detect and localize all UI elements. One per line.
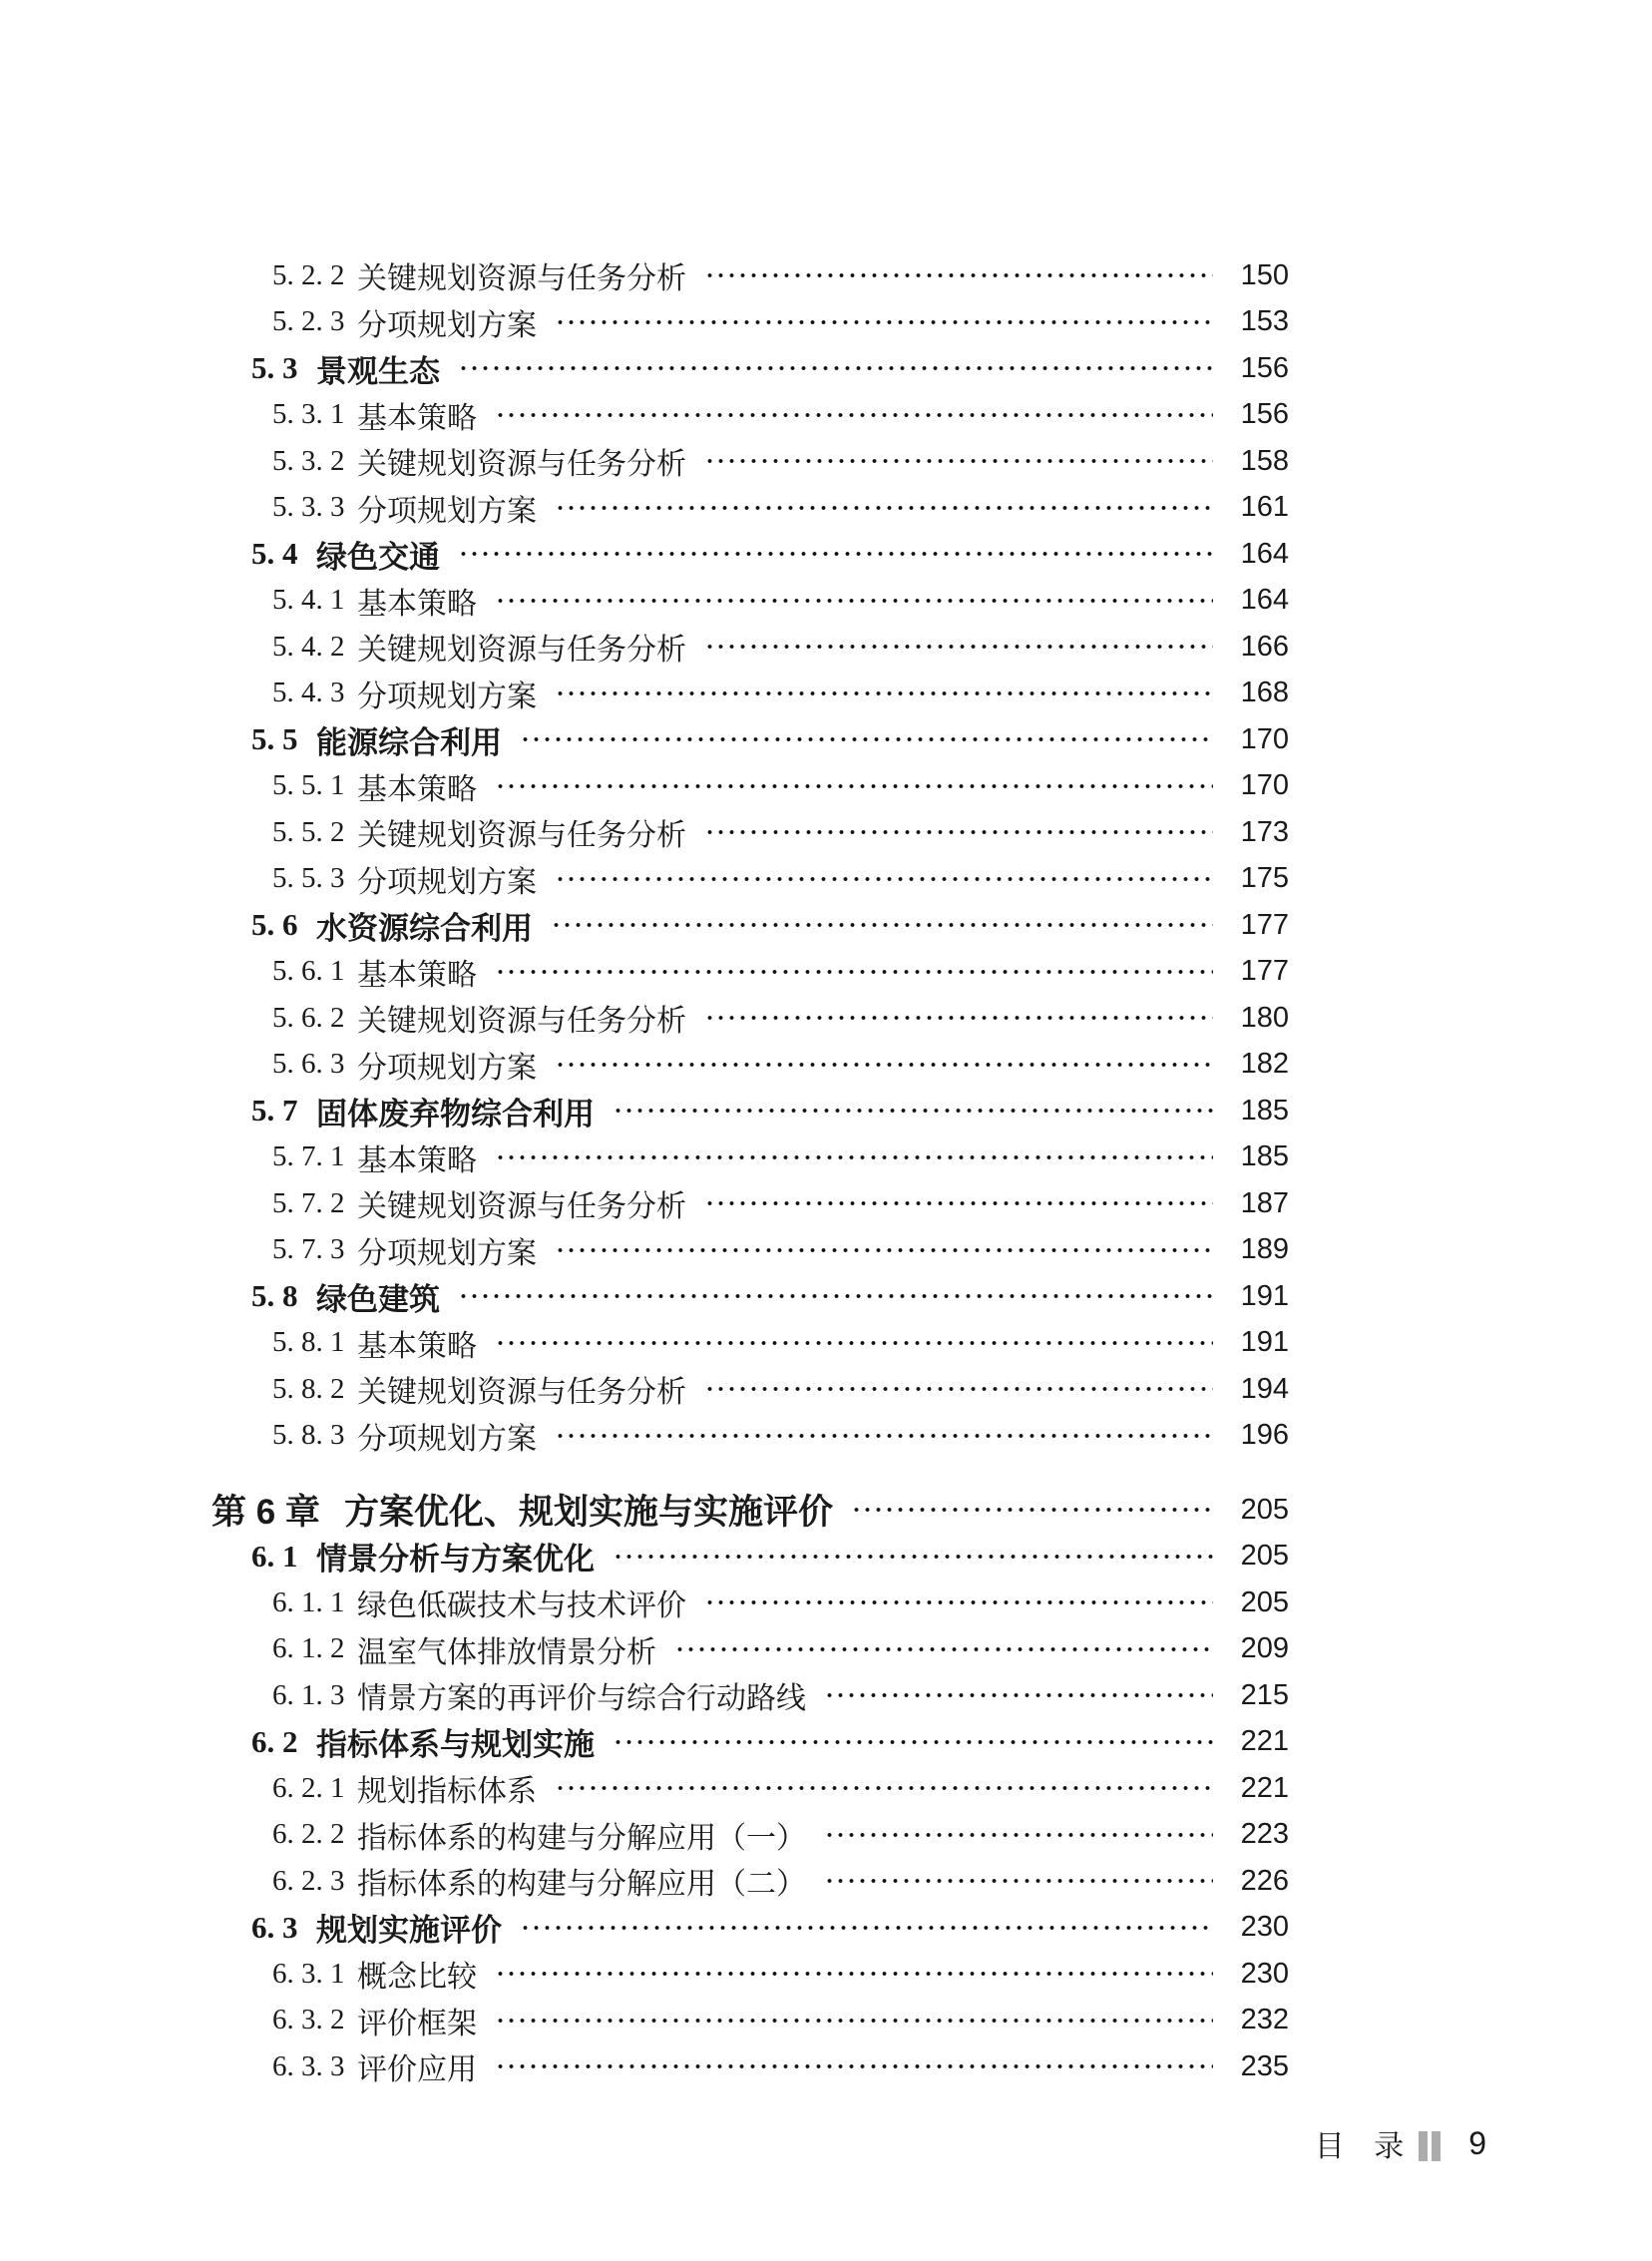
toc-entry-page: 180 xyxy=(1240,1001,1289,1034)
dot-leader xyxy=(495,1339,1213,1347)
toc-entry-number: 5. 7. 3 xyxy=(272,1233,345,1266)
toc-entry-section xyxy=(211,531,1289,578)
toc-entry-section xyxy=(211,902,1289,949)
toc-entry-page: 182 xyxy=(1240,1048,1289,1081)
dot-leader xyxy=(704,457,1213,465)
toc-entry-subsection xyxy=(211,1672,1289,1719)
toc-entry-title: 关键规划资源与任务分析 xyxy=(357,819,686,853)
dot-leader xyxy=(495,2017,1213,2025)
toc-entry-number: 6. 1. 2 xyxy=(272,1632,345,1665)
toc-entry-page: 205 xyxy=(1240,1493,1289,1526)
toc-entry-number: 5. 3. 2 xyxy=(272,444,345,477)
toc-entry-title: 分项规划方案 xyxy=(357,308,537,342)
dot-leader xyxy=(704,643,1213,651)
toc-entry-subsection xyxy=(211,1366,1289,1413)
toc-entry-subsection xyxy=(211,809,1289,856)
toc-entry-subsection xyxy=(211,1765,1289,1812)
toc-entry-page: 164 xyxy=(1240,584,1289,617)
toc-entry-page: 205 xyxy=(1240,1585,1289,1618)
toc-entry-title: 关键规划资源与任务分析 xyxy=(357,1190,686,1224)
toc-entry-page: 230 xyxy=(1240,1957,1289,1990)
toc-entry-subsection xyxy=(211,1134,1289,1181)
page-footer xyxy=(1315,2123,1486,2163)
toc-entry-number: 5. 4. 1 xyxy=(272,584,345,617)
toc-entry-page: 196 xyxy=(1240,1419,1289,1452)
toc-entry-title: 关键规划资源与任务分析 xyxy=(357,1376,686,1410)
toc-entry-number: 6. 3. 2 xyxy=(272,2004,345,2036)
toc-entry-title: 指标体系的构建与分解应用（一） xyxy=(357,1821,806,1855)
toc-entry-title: 指标体系与规划实施 xyxy=(316,1727,595,1763)
toc-entry-title: 方案优化、规划实施与实施评价 xyxy=(344,1493,834,1533)
toc-entry-subsection xyxy=(211,1626,1289,1673)
dot-leader xyxy=(555,1061,1213,1069)
toc-entry-number: 6. 2. 3 xyxy=(272,1864,345,1897)
toc-entry-subsection xyxy=(211,1951,1289,1998)
toc-entry-number: 5. 2. 3 xyxy=(272,305,345,338)
toc-entry-title: 评价框架 xyxy=(357,2007,477,2040)
toc-entry-subsection xyxy=(211,1998,1289,2044)
footer-page-number: 9 xyxy=(1468,2124,1486,2161)
toc-entry-number: 5. 3 xyxy=(251,350,298,386)
toc-entry-title: 关键规划资源与任务分析 xyxy=(357,634,686,668)
toc-entry-title: 关键规划资源与任务分析 xyxy=(357,262,686,296)
toc-entry-number: 第 6 章 xyxy=(211,1493,320,1533)
toc-entry-title: 基本策略 xyxy=(357,587,477,621)
dot-leader xyxy=(824,1831,1213,1839)
toc-entry-number: 5. 6. 1 xyxy=(272,955,345,988)
toc-entry-page: 166 xyxy=(1240,630,1289,663)
toc-entry-title: 绿色交通 xyxy=(316,539,440,575)
toc-entry-title: 情景分析与方案优化 xyxy=(316,1542,595,1578)
toc-entry-page: 168 xyxy=(1240,677,1289,709)
toc-entry-title: 基本策略 xyxy=(357,1143,477,1177)
dot-leader xyxy=(555,1246,1213,1254)
dot-leader xyxy=(674,1645,1213,1653)
toc-entry-title: 景观生态 xyxy=(316,353,440,389)
dot-leader xyxy=(495,782,1213,790)
toc-entry-subsection xyxy=(211,1413,1289,1460)
toc-entry-number: 5. 3. 3 xyxy=(272,491,345,524)
toc-entry-page: 221 xyxy=(1240,1771,1289,1804)
dot-leader xyxy=(704,1014,1213,1022)
toc-entry-page: 177 xyxy=(1240,955,1289,988)
footer-bar xyxy=(1432,2131,1441,2161)
toc-entry-number: 6. 2. 1 xyxy=(272,1771,345,1804)
toc-entry-number: 5. 7. 1 xyxy=(272,1140,345,1173)
toc-entry-page: 156 xyxy=(1240,398,1289,431)
toc-entry-number: 5. 8. 1 xyxy=(272,1326,345,1359)
toc-entry-page: 158 xyxy=(1240,444,1289,477)
toc-entry-number: 5. 8 xyxy=(251,1278,298,1314)
toc-entry-number: 6. 3. 1 xyxy=(272,1957,345,1990)
toc-entry-page: 191 xyxy=(1240,1279,1289,1312)
toc-entry-number: 6. 2 xyxy=(251,1723,298,1759)
dot-leader xyxy=(851,1506,1213,1514)
toc-entry-number: 5. 6. 3 xyxy=(272,1048,345,1081)
dot-leader xyxy=(520,1924,1213,1932)
toc-entry-title: 绿色建筑 xyxy=(316,1281,440,1317)
toc-entry-subsection xyxy=(211,2043,1289,2090)
toc-entry-number: 6. 3. 3 xyxy=(272,2049,345,2082)
toc-entry-page: 187 xyxy=(1240,1186,1289,1219)
toc-entry-page: 226 xyxy=(1240,1864,1289,1897)
toc-entry-number: 5. 4. 3 xyxy=(272,677,345,709)
toc-entry-title: 分项规划方案 xyxy=(357,1236,537,1270)
toc-entry-page: 185 xyxy=(1240,1094,1289,1127)
dot-leader xyxy=(613,1553,1213,1561)
toc-entry-section xyxy=(211,1719,1289,1766)
toc-entry-page: 175 xyxy=(1240,862,1289,895)
footer-bar xyxy=(1419,2131,1428,2161)
toc-entry-title: 情景方案的再评价与综合行动路线 xyxy=(357,1682,806,1716)
toc-entry-subsection xyxy=(211,252,1289,299)
toc-list xyxy=(211,252,1289,2090)
toc-entry-number: 6. 1. 3 xyxy=(272,1678,345,1711)
toc-entry-number: 5. 5. 3 xyxy=(272,862,345,895)
toc-entry-title: 基本策略 xyxy=(357,772,477,806)
toc-entry-subsection xyxy=(211,1858,1289,1905)
toc-entry-page: 232 xyxy=(1240,2004,1289,2036)
toc-entry-title: 绿色低碳技术与技术评价 xyxy=(357,1589,686,1623)
toc-entry-page: 194 xyxy=(1240,1372,1289,1405)
dot-leader xyxy=(704,1385,1213,1393)
toc-entry-page: 221 xyxy=(1240,1725,1289,1758)
toc-entry-subsection xyxy=(211,1227,1289,1274)
toc-entry-title: 规划指标体系 xyxy=(357,1775,537,1809)
dot-leader xyxy=(613,1738,1213,1746)
toc-entry-title: 水资源综合利用 xyxy=(316,910,533,946)
toc-entry-subsection xyxy=(211,1812,1289,1859)
toc-entry-section xyxy=(211,716,1289,763)
toc-entry-title: 分项规划方案 xyxy=(357,494,537,528)
toc-entry-page: 177 xyxy=(1240,908,1289,941)
dot-leader xyxy=(555,875,1213,883)
toc-entry-section xyxy=(211,1534,1289,1581)
dot-leader xyxy=(704,828,1213,836)
toc-entry-title: 固体废弃物综合利用 xyxy=(316,1096,595,1131)
toc-entry-subsection xyxy=(211,485,1289,532)
dot-leader xyxy=(551,921,1213,929)
dot-leader xyxy=(458,1292,1213,1300)
toc-entry-title: 规划实施评价 xyxy=(316,1913,502,1949)
dot-leader xyxy=(824,1691,1213,1699)
toc-entry-subsection xyxy=(211,671,1289,717)
toc-entry-title: 关键规划资源与任务分析 xyxy=(357,1005,686,1039)
footer-section-label: 目 录 xyxy=(1314,2130,1405,2163)
toc-entry-title: 基本策略 xyxy=(357,1329,477,1363)
toc-entry-number: 5. 8. 2 xyxy=(272,1372,345,1405)
toc-entry-page: 170 xyxy=(1240,769,1289,802)
toc-entry-subsection xyxy=(211,995,1289,1042)
toc-entry-number: 6. 3 xyxy=(251,1909,298,1945)
toc-entry-number: 5. 6. 2 xyxy=(272,1001,345,1034)
toc-entry-page: 205 xyxy=(1240,1540,1289,1573)
toc-entry-page: 150 xyxy=(1240,258,1289,291)
toc-entry-title: 评价应用 xyxy=(357,2053,477,2087)
toc-entry-section xyxy=(211,1088,1289,1134)
toc-entry-title: 关键规划资源与任务分析 xyxy=(357,448,686,482)
toc-entry-page: 156 xyxy=(1240,351,1289,384)
toc-entry-page: 173 xyxy=(1240,815,1289,848)
toc-entry-subsection xyxy=(211,763,1289,810)
toc-entry-section xyxy=(211,345,1289,392)
dot-leader xyxy=(458,364,1213,372)
toc-entry-number: 6. 2. 2 xyxy=(272,1818,345,1851)
dot-leader xyxy=(613,1107,1213,1115)
dot-leader xyxy=(495,411,1213,419)
dot-leader xyxy=(704,271,1213,279)
toc-entry-number: 5. 4. 2 xyxy=(272,630,345,663)
toc-entry-chapter xyxy=(211,1487,1289,1534)
toc-entry-page: 235 xyxy=(1240,2049,1289,2082)
toc-entry-subsection xyxy=(211,438,1289,485)
dot-leader xyxy=(495,1153,1213,1161)
toc-entry-title: 概念比较 xyxy=(357,1961,477,1995)
dot-leader xyxy=(495,1970,1213,1978)
toc-entry-title: 能源综合利用 xyxy=(316,724,502,760)
dot-leader xyxy=(555,504,1213,512)
toc-entry-number: 5. 7. 2 xyxy=(272,1186,345,1219)
toc-entry-subsection xyxy=(211,392,1289,439)
toc-entry-page: 223 xyxy=(1240,1818,1289,1851)
dot-leader xyxy=(704,1598,1213,1606)
dot-leader xyxy=(704,1199,1213,1207)
toc-entry-page: 153 xyxy=(1240,305,1289,338)
toc-entry-page: 191 xyxy=(1240,1326,1289,1359)
toc-entry-section xyxy=(211,1273,1289,1320)
dot-leader xyxy=(824,1877,1213,1885)
toc-entry-title: 温室气体排放情景分析 xyxy=(357,1635,656,1669)
toc-entry-number: 5. 5. 2 xyxy=(272,815,345,848)
toc-entry-number: 5. 6 xyxy=(251,907,298,943)
toc-entry-number: 5. 5. 1 xyxy=(272,769,345,802)
toc-entry-page: 209 xyxy=(1240,1632,1289,1665)
dot-leader xyxy=(555,318,1213,326)
dot-leader xyxy=(495,597,1213,605)
toc-entry-subsection xyxy=(211,578,1289,625)
toc-entry-number: 5. 4 xyxy=(251,536,298,572)
toc-entry-number: 5. 3. 1 xyxy=(272,398,345,431)
toc-entry-subsection xyxy=(211,949,1289,996)
toc-entry-subsection xyxy=(211,1042,1289,1089)
toc-entry-subsection xyxy=(211,299,1289,346)
toc-entry-page: 170 xyxy=(1240,722,1289,755)
toc-entry-title: 基本策略 xyxy=(357,401,477,435)
toc-entry-subsection xyxy=(211,856,1289,903)
toc-entry-title: 基本策略 xyxy=(357,958,477,992)
toc-entry-number: 6. 1 xyxy=(251,1538,298,1574)
dot-leader xyxy=(495,2062,1213,2070)
dot-leader xyxy=(555,689,1213,697)
toc-entry-number: 5. 8. 3 xyxy=(272,1419,345,1452)
toc-entry-section xyxy=(211,1905,1289,1952)
toc-entry-page: 185 xyxy=(1240,1140,1289,1173)
toc-entry-title: 分项规划方案 xyxy=(357,1051,537,1085)
toc-entry-title: 分项规划方案 xyxy=(357,865,537,899)
toc-entry-number: 5. 7 xyxy=(251,1093,298,1129)
toc-entry-page: 161 xyxy=(1240,491,1289,524)
toc-entry-number: 6. 1. 1 xyxy=(272,1585,345,1618)
toc-entry-subsection xyxy=(211,624,1289,671)
toc-entry-subsection xyxy=(211,1180,1289,1227)
footer-divider-bars xyxy=(1419,2131,1441,2161)
toc-entry-subsection xyxy=(211,1320,1289,1367)
toc-entry-page: 230 xyxy=(1240,1911,1289,1944)
toc-entry-subsection xyxy=(211,1580,1289,1626)
dot-leader xyxy=(555,1784,1213,1792)
toc-entry-page: 215 xyxy=(1240,1678,1289,1711)
dot-leader xyxy=(555,1432,1213,1440)
toc-entry-title: 分项规划方案 xyxy=(357,679,537,713)
toc-entry-title: 指标体系的构建与分解应用（二） xyxy=(357,1868,806,1902)
toc-entry-page: 189 xyxy=(1240,1233,1289,1266)
toc-entry-number: 5. 5 xyxy=(251,721,298,757)
dot-leader xyxy=(458,550,1213,558)
toc-entry-page: 164 xyxy=(1240,537,1289,570)
toc-entry-number: 5. 2. 2 xyxy=(272,258,345,291)
toc-entry-title: 分项规划方案 xyxy=(357,1422,537,1456)
dot-leader xyxy=(520,735,1213,743)
dot-leader xyxy=(495,968,1213,976)
